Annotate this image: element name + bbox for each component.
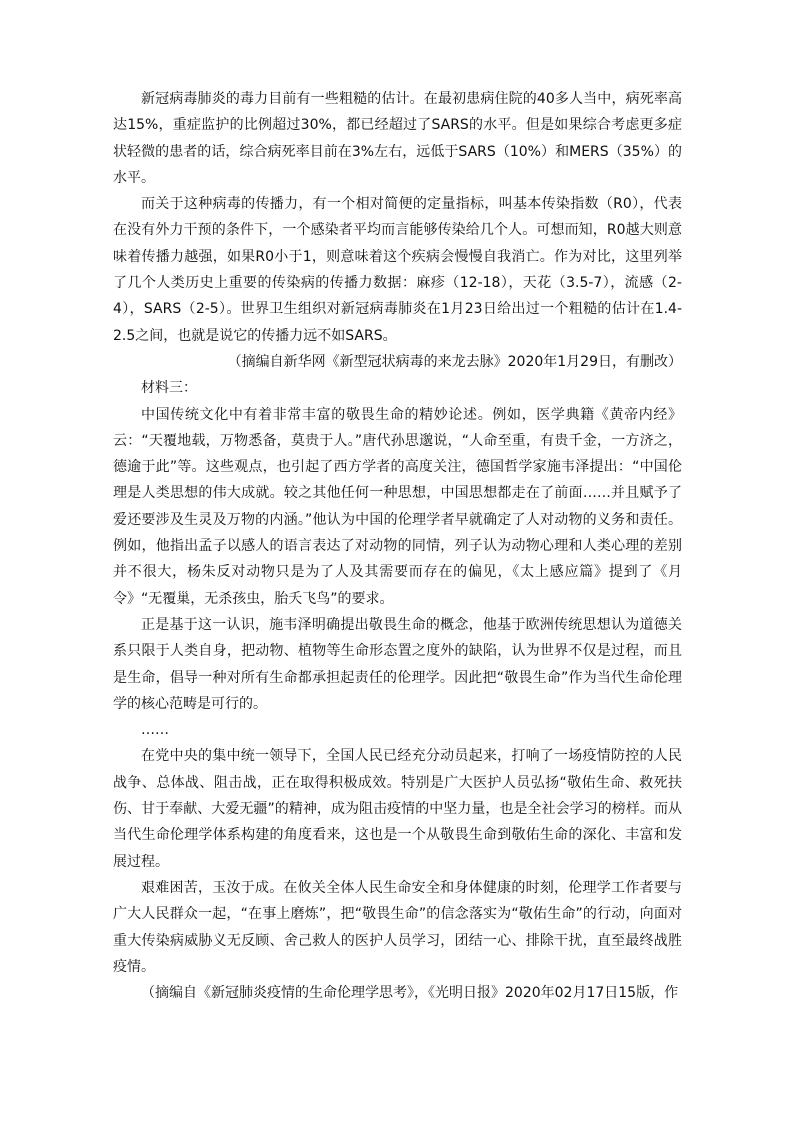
paragraph-hardship: 艰难困苦，玉汝于成。在攸关全体人民生命安全和身体健康的时刻，伦理学工作者要与广大人民群众一起，“在事上磨炼”，把“敬畏生命”的信念落实为“敬佑生命”的行动，向面对重大传染病威胁义无反顾、舍己救人的医护人员学习，团结一心、排除干扰，直至最终战胜疫情。 xyxy=(113,879,682,975)
paragraph-party-leadership: 在党中央的集中统一领导下，全国人民已经充分动员起来，打响了一场疫情防控的人民战争、总体战、阻击战，正在取得积极成效。特别是广大医护人员弘扬“敬佑生命、救死扶伤、甘于奉献、大爱无疆”的精神，成为阻击疫情的中坚力量，也是全社会学习的榜样。而从当代生命伦理学体系构建的角度看来，这也是一个从敬畏生命到敬佑生命的深化、丰富和发展过程。 xyxy=(113,748,682,870)
material-3-label: 材料三： xyxy=(141,380,197,397)
paragraph-schweitzer: 正是基于这一认识，施韦泽明确提出敬畏生命的概念，他基于欧洲传统思想认为道德关系只限于人类自身，把动物、植物等生命形态置之度外的缺陷，认为世界不仅是过程，而且是生命，倡导一种对所有生命都承担起责任的伦理学。因此把“敬畏生命”作为当代生命伦理学的核心范畴是可行的。 xyxy=(113,616,682,712)
paragraph-transmissibility: 而关于这种病毒的传播力，有一个相对简便的定量指标，叫基本传染指数（R0），代表在没有外力干预的条件下，一个感染者平均而言能够传染给几个人。可想而知，R0越大则意味着传播力越强，如果R0小于1，则意味着这个疾病会慢慢自我消亡。作为对比，这里列举了几个人类历史上重要的传染病的传播力数据：麻疹（12-18），天花（3.5-7），流感（2-4），SARS（2-5）。世界卫生组织对新冠病毒肺炎在1月23日给出过一个粗糙的估计在1.4-2.5之间，也就是说它的传播力远不如SARS。 xyxy=(113,196,682,344)
source-citation-guangming: （摘编自《新冠肺炎疫情的生命伦理学思考》，《光明日报》2020年02月17日15版，作 xyxy=(141,985,679,1002)
paragraph-toxicity: 新冠病毒肺炎的毒力目前有一些粗糙的估计。在最初患病住院的40多人当中，病死率高达15%，重症监护的比例超过30%，都已经超过了SARS的水平。但是如果综合考虑更多症状轻微的患者的话，综合病死率目前在3%左右，远低于SARS（10%）和MERS（35%）的水平。 xyxy=(113,91,682,186)
document-page xyxy=(113,86,682,1006)
ellipsis: …… xyxy=(141,722,169,739)
source-citation-xinhua: （摘编自新华网《新型冠状病毒的来龙去脉》2020年1月29日，有删改） xyxy=(227,353,682,370)
paragraph-traditional-culture: 中国传统文化中有着非常丰富的敬畏生命的精妙论述。例如，医学典籍《黄帝内经》云：“天覆地载，万物悉备，莫贵于人。”唐代孙思邈说，“人命至重，有贵千金，一方济之，德逾于此”等。这些观点，也引起了西方学者的高度关注，德国哲学家施韦泽提出：“中国伦理是人类思想的伟大成就。较之其他任何一种思想，中国思想都走在了前面……并且赋予了爱还要涉及生灵及万物的内涵。”他认为中国的伦理学者早就确定了人对动物的义务和责任。例如，他指出孟子以感人的语言表达了对动物的同情，列子认为动物心理和人类心理的差别并不很大，杨朱反对动物只是为了人及其需要而存在的偏见，《太上感应篇》提到了《月令》“无覆巢，无杀孩虫，胎夭飞鸟”的要求。 xyxy=(113,406,682,607)
